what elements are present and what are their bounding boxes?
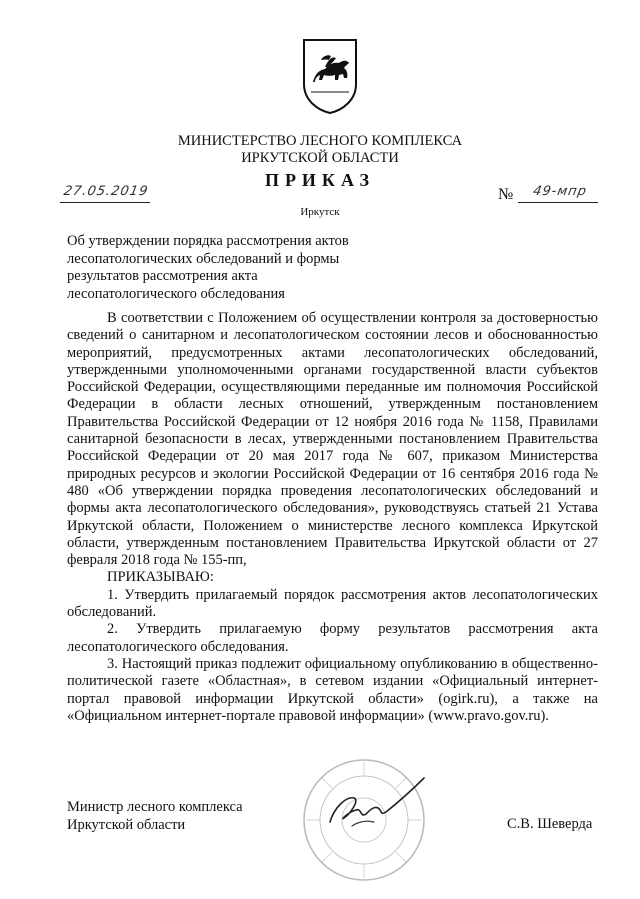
document-body: [67, 310, 598, 725]
signatory-name: С.В. Шеверда: [507, 816, 593, 832]
signatory-title-line2: Иркутской области: [67, 817, 186, 833]
signatory-title: [67, 798, 243, 834]
ministry-name-line2: ИРКУТСКОЙ ОБЛАСТИ: [241, 150, 399, 166]
order-item: 2. Утвердить прилагаемую форму результатов рассмотрения акта лесопатологического обследования.: [67, 621, 598, 655]
order-item: 3. Настоящий приказ подлежит официальному опубликованию в общественно-политической газете «Областная», в сетевом издании «Официальный интернет-портал правовой информации Иркутской области» (ogirk.ru), а также на «Официальном интернет-портале правовой информации» (www.pravo.gov.ru).: [67, 655, 598, 724]
seal-stamp-icon: [300, 756, 428, 884]
date-underline: [60, 202, 150, 203]
subject-line: лесопатологических обследований и формы: [67, 250, 340, 267]
subject-line: Об утверждении порядка рассмотрения актов: [67, 233, 349, 249]
signatory-title-line1: Министр лесного комплекса: [67, 799, 243, 815]
document-type: ПРИКАЗ: [264, 170, 376, 190]
handwritten-number: 49-мпр: [531, 184, 589, 199]
document-subject: [67, 233, 387, 303]
number-underline: [518, 202, 598, 203]
order-word: ПРИКАЗЫВАЮ:: [107, 569, 214, 586]
preamble-paragraph: В соответствии с Положением об осуществлении контроля за достоверностью сведений о санитарном и лесопатологическом состоянии лесов и обоснованностью мероприятий, предусмотренных актами лесопатологических обследований, утвержденными уполномоченными органами государственной власти субъектов Российской Федерации, осуществляющими переданные им полномочия Российской Федерации в области лесных отношений, утвержденным постановлением Правительства Российской Федерации от 12 ноября 2016 года № 1158, Правилами санитарной безопасности в лесах, утвержденными постановлением Правительства Российской Федерации от 20 мая 2017 года № 607, приказом Министерства природных ресурсов и экологии Российской Федерации от 16 сентября 2016 года № 480 «Об утверждении порядка проведения лесопатологических обследований и формы акта лесопатологического обследования», руководствуясь статьей 21 Устава Иркутской области, Положением о министерстве лесного комплекса Иркутской области, утвержденным постановлением Правительства Иркутской области от 27 февраля 2018 года № 155-пп,: [67, 310, 598, 569]
city-name: Иркутск: [300, 206, 340, 218]
subject-line: результатов рассмотрения акта: [67, 268, 258, 284]
ministry-name-line1: МИНИСТЕРСТВО ЛЕСНОГО КОМПЛЕКСА: [177, 133, 463, 149]
number-sign: №: [498, 186, 514, 203]
subject-line: лесопатологического обследования: [67, 285, 285, 302]
handwritten-date: 27.05.2019: [62, 184, 150, 199]
coat-of-arms-icon: [301, 38, 359, 114]
order-item: 1. Утвердить прилагаемый порядок рассмотрения актов лесопатологических обследований.: [67, 586, 598, 621]
